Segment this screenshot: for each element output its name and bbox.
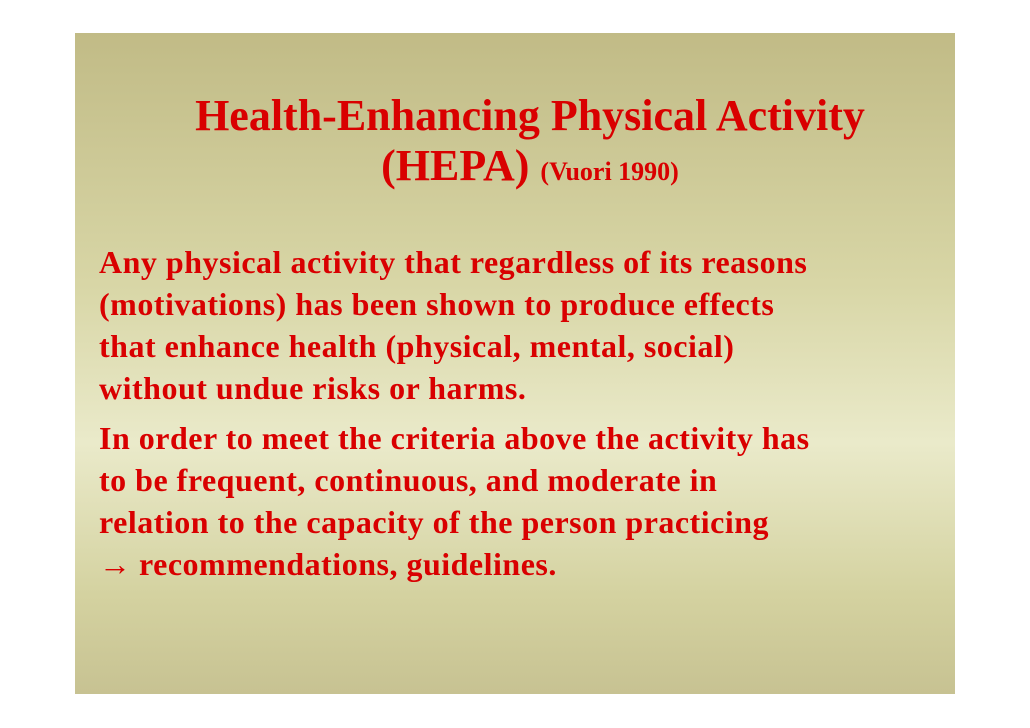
title-line-1: Health-Enhancing Physical Activity <box>195 91 865 140</box>
right-arrow-icon: → <box>99 546 132 582</box>
definition-line-3: that enhance health (physical, mental, social) <box>99 328 735 364</box>
definition-line-1: Any physical activity that regardless of its reasons <box>99 244 808 280</box>
criteria-line-4 <box>99 543 955 585</box>
paragraph-definition <box>99 241 955 409</box>
criteria-line-3: relation to the capacity of the person practicing <box>99 504 770 540</box>
slide-title <box>75 91 955 197</box>
slide <box>75 33 955 694</box>
criteria-recommendations: recommendations, guidelines. <box>139 546 557 582</box>
definition-line-2: (motivations) has been shown to produce effects <box>99 286 775 322</box>
title-acronym: (HEPA) <box>381 141 530 190</box>
paragraph-criteria <box>99 417 955 585</box>
slide-body <box>99 241 955 593</box>
criteria-line-1: In order to meet the criteria above the activity has <box>99 420 810 456</box>
title-line-2 <box>75 141 955 197</box>
title-citation: (Vuori 1990) <box>540 157 679 186</box>
criteria-line-2: to be frequent, continuous, and moderate in <box>99 462 718 498</box>
definition-line-4: without undue risks or harms. <box>99 370 527 406</box>
